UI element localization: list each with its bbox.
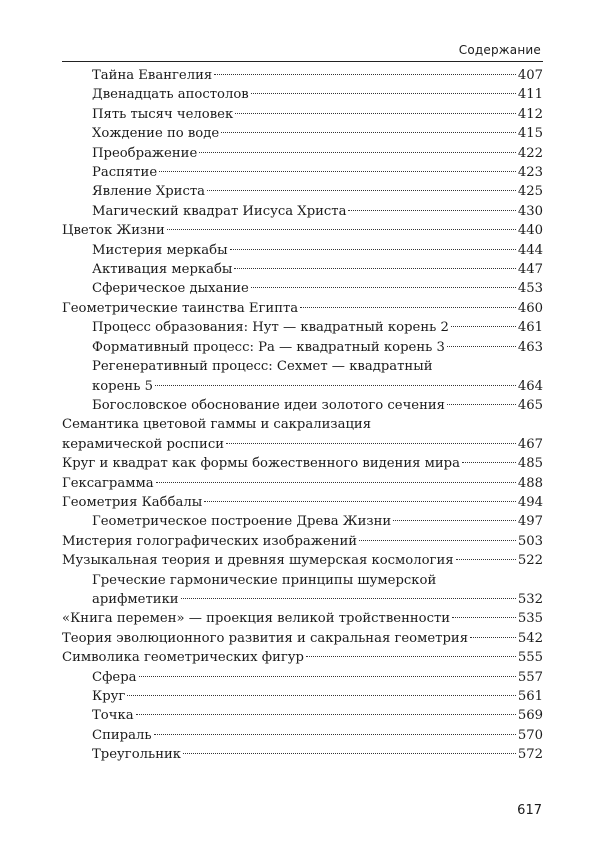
dot-leader xyxy=(300,307,516,308)
toc-entry[interactable] xyxy=(62,338,543,357)
dot-leader xyxy=(452,617,516,618)
toc-entry[interactable] xyxy=(62,66,543,85)
toc-entry-page: 423 xyxy=(517,165,543,181)
dot-leader xyxy=(127,695,516,696)
toc-entry[interactable] xyxy=(62,551,543,570)
toc-entry[interactable] xyxy=(62,144,543,163)
toc-entry-page: 497 xyxy=(517,514,543,530)
toc-entry[interactable] xyxy=(62,182,543,201)
toc-entry-page: 522 xyxy=(517,553,543,569)
toc-entry[interactable] xyxy=(62,260,543,279)
toc-entry-title: Формативный процесс: Ра — квадратный корень 3 xyxy=(92,339,445,355)
toc-entry[interactable] xyxy=(62,648,543,667)
dot-leader xyxy=(462,462,516,463)
toc-entry-page: 485 xyxy=(517,456,543,472)
dot-leader xyxy=(447,346,516,347)
toc-entry[interactable] xyxy=(62,357,543,396)
toc-entry-title-continued: арифметики xyxy=(92,591,179,607)
toc-entry-page: 440 xyxy=(517,223,543,239)
dot-leader xyxy=(359,540,516,541)
dot-leader xyxy=(154,734,516,735)
dot-leader xyxy=(251,287,516,288)
table-of-contents xyxy=(62,66,543,765)
toc-entry-page: 407 xyxy=(517,68,543,83)
dot-leader xyxy=(214,74,516,75)
toc-entry-page: 430 xyxy=(517,203,543,219)
toc-entry-page: 447 xyxy=(517,262,543,278)
toc-entry-page: 488 xyxy=(517,475,543,491)
toc-entry-title-continued: керамической росписи xyxy=(62,436,224,452)
toc-entry-title: Теория эволюционного развития и сакральная геометрия xyxy=(62,630,469,646)
toc-entry[interactable] xyxy=(62,687,543,706)
toc-entry[interactable] xyxy=(62,629,543,648)
dot-leader xyxy=(456,559,516,560)
toc-entry[interactable] xyxy=(62,512,543,531)
toc-entry[interactable] xyxy=(62,609,543,628)
dot-leader xyxy=(230,249,516,250)
dot-leader xyxy=(139,676,516,677)
toc-entry-title: Геометрическое построение Древа Жизни xyxy=(92,514,392,530)
toc-entry[interactable] xyxy=(62,532,543,551)
toc-entry-title: Распятие xyxy=(92,165,158,181)
toc-entry-title: Круг xyxy=(92,689,126,704)
dot-leader xyxy=(470,637,516,638)
dot-leader xyxy=(235,113,516,114)
toc-entry-page: 412 xyxy=(517,106,543,122)
toc-entry-page: 557 xyxy=(517,669,543,685)
toc-entry-title: «Книга перемен» — проекция великой тройственности xyxy=(62,611,451,627)
toc-entry-title: Активация меркабы xyxy=(92,262,233,278)
toc-entry[interactable] xyxy=(62,241,543,260)
dot-leader xyxy=(234,268,515,269)
toc-entry-title: Богословское обоснование идеи золотого сечения xyxy=(92,397,445,413)
toc-entry[interactable] xyxy=(62,299,543,318)
toc-entry[interactable] xyxy=(62,745,543,764)
toc-entry-title: Регенеративный процесс: Сехмет — квадратный xyxy=(92,359,433,375)
toc-entry-title: Явление Христа xyxy=(92,184,205,200)
toc-entry-page: 411 xyxy=(517,87,543,103)
toc-entry-title: Треугольник xyxy=(92,747,182,763)
toc-entry-page: 425 xyxy=(517,184,543,200)
toc-entry-page: 542 xyxy=(517,630,543,646)
toc-entry-page: 494 xyxy=(517,494,543,510)
toc-entry[interactable] xyxy=(62,726,543,745)
dot-leader xyxy=(159,171,516,172)
toc-entry-page: 555 xyxy=(517,650,543,666)
toc-entry[interactable] xyxy=(62,163,543,182)
dot-leader xyxy=(251,93,516,94)
toc-entry-title: Точка xyxy=(92,708,134,724)
toc-entry-page: 569 xyxy=(517,708,543,724)
toc-entry-title: Преображение xyxy=(92,145,198,161)
toc-entry[interactable] xyxy=(62,474,543,493)
toc-entry-page: 467 xyxy=(517,436,543,452)
dot-leader xyxy=(393,520,516,521)
toc-entry-title: Греческие гармонические принципы шумерской xyxy=(92,572,437,588)
toc-entry[interactable] xyxy=(62,454,543,473)
dot-leader xyxy=(348,210,515,211)
dot-leader xyxy=(204,501,516,502)
dot-leader xyxy=(181,598,516,599)
toc-entry[interactable] xyxy=(62,396,543,415)
toc-entry-title: Символика геометрических фигур xyxy=(62,650,304,666)
toc-entry-page: 570 xyxy=(517,727,543,743)
toc-entry-title: Пять тысяч человек xyxy=(92,106,234,122)
dot-leader xyxy=(155,385,516,386)
dot-leader xyxy=(199,152,516,153)
dot-leader xyxy=(451,326,516,327)
toc-entry-title: Магический квадрат Иисуса Христа xyxy=(92,203,347,219)
dot-leader xyxy=(226,443,516,444)
toc-entry-page: 422 xyxy=(517,145,543,161)
toc-entry-page: 561 xyxy=(517,689,543,704)
toc-entry-title: Музыкальная теория и древняя шумерская космология xyxy=(62,553,454,569)
toc-entry[interactable] xyxy=(62,318,543,337)
toc-entry-title: Хождение по воде xyxy=(92,126,220,142)
toc-entry-title: Геометрия Каббалы xyxy=(62,494,203,510)
toc-entry[interactable] xyxy=(62,124,543,143)
toc-entry-page: 503 xyxy=(517,533,543,549)
toc-entry-title: Цветок Жизни xyxy=(62,223,165,239)
toc-entry[interactable] xyxy=(62,202,543,221)
toc-entry[interactable] xyxy=(62,571,543,610)
toc-entry-page: 453 xyxy=(517,281,543,297)
toc-entry[interactable] xyxy=(62,221,543,240)
toc-entry-page: 460 xyxy=(517,300,543,316)
toc-entry-title: Мистерия голографических изображений xyxy=(62,533,358,549)
dot-leader xyxy=(447,404,516,405)
dot-leader xyxy=(136,714,516,715)
toc-entry-page: 465 xyxy=(517,397,543,413)
dot-leader xyxy=(156,482,516,483)
toc-entry[interactable] xyxy=(62,668,543,687)
toc-entry-page: 572 xyxy=(517,747,543,763)
toc-entry-page: 535 xyxy=(517,611,543,627)
toc-entry[interactable] xyxy=(62,415,543,454)
toc-entry-title: Мистерия меркабы xyxy=(92,242,228,258)
toc-entry-page: 415 xyxy=(517,126,543,142)
running-header xyxy=(62,39,543,62)
dot-leader xyxy=(183,753,516,754)
toc-entry-page: 463 xyxy=(517,339,543,355)
toc-entry-title: Семантика цветовой гаммы и сакрализация xyxy=(62,417,372,433)
toc-entry[interactable] xyxy=(62,493,543,512)
page-number: 617 xyxy=(517,803,542,818)
toc-entry-page: 444 xyxy=(517,242,543,258)
toc-entry-title: Круг и квадрат как формы божественного видения мира xyxy=(62,456,460,472)
toc-entry[interactable] xyxy=(62,85,543,104)
toc-entry-title: Сферическое дыхание xyxy=(92,281,249,297)
toc-entry-page: 461 xyxy=(517,320,543,336)
dot-leader xyxy=(306,656,516,657)
toc-entry-title: Геометрические таинства Египта xyxy=(62,300,299,316)
toc-entry-page: 464 xyxy=(517,378,543,394)
toc-entry[interactable] xyxy=(62,105,543,124)
toc-entry-title: Спираль xyxy=(92,727,152,743)
toc-entry-title: Процесс образования: Нут — квадратный корень 2 xyxy=(92,320,449,336)
toc-entry-title: Тайна Евангелия xyxy=(92,68,213,83)
toc-entry-title: Двенадцать апостолов xyxy=(92,87,249,103)
dot-leader xyxy=(167,229,516,230)
running-header-title: Содержание xyxy=(458,43,541,57)
toc-entry-title: Сфера xyxy=(92,669,137,685)
toc-entry-page: 532 xyxy=(517,591,543,607)
toc-entry-title-continued: корень 5 xyxy=(92,378,153,394)
toc-entry[interactable] xyxy=(62,706,543,725)
toc-entry[interactable] xyxy=(62,279,543,298)
dot-leader xyxy=(221,132,516,133)
toc-entry-title: Гексаграмма xyxy=(62,475,154,491)
dot-leader xyxy=(207,190,516,191)
